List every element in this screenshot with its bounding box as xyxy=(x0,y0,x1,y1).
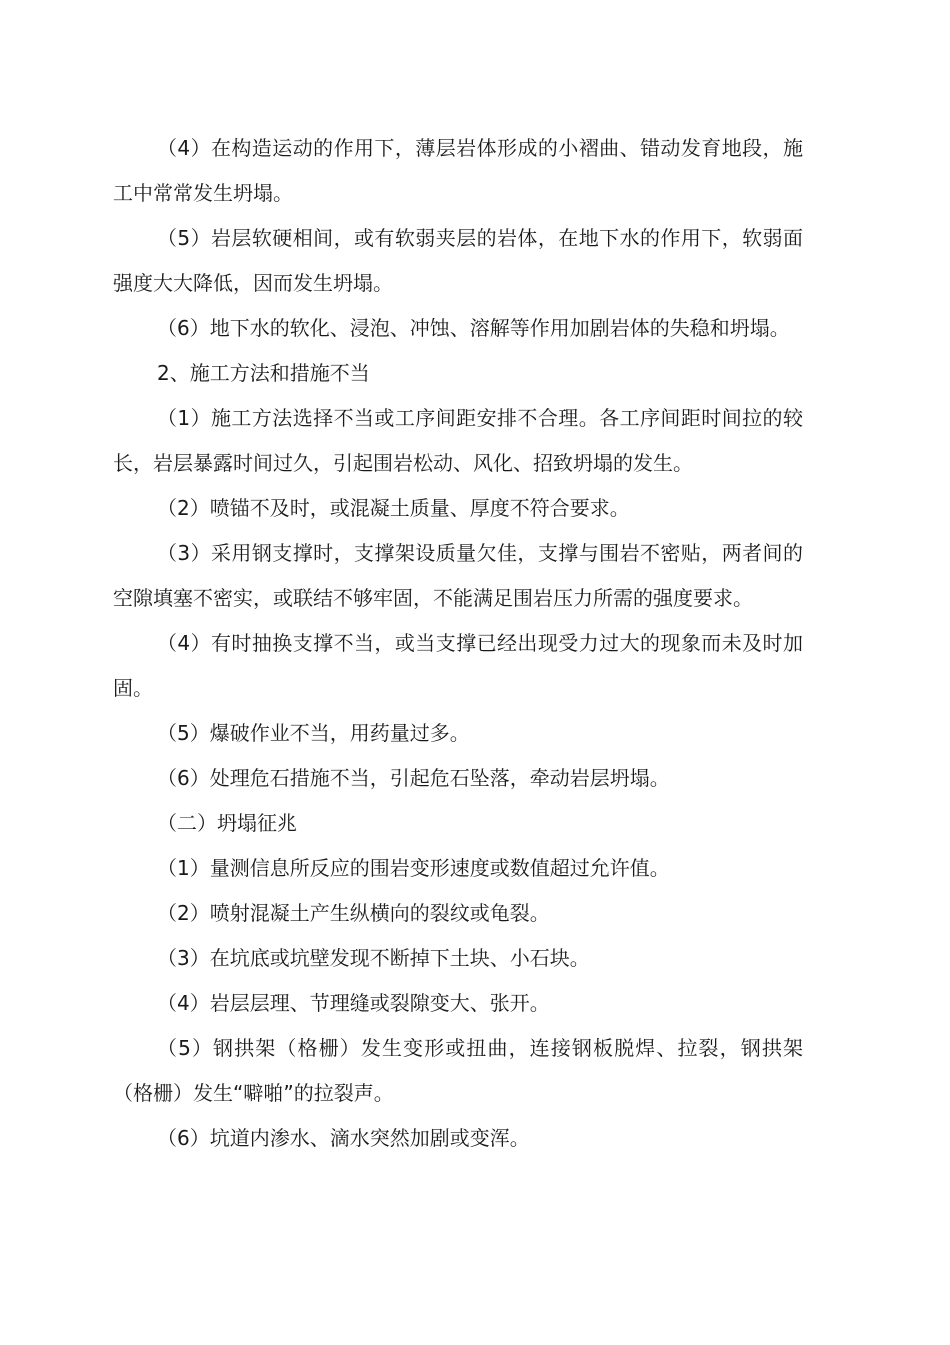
paragraph-steel-support: （3）采用钢支撑时，支撑架设质量欠佳，支撑与围岩不密贴，两者间的空隙填塞不密实，或联结不够牢固，不能满足围岩压力所需的强度要求。 xyxy=(113,541,803,610)
paragraph-tectonic-folds: （4）在构造运动的作用下，薄层岩体形成的小褶曲、错动发育地段，施工中常常发生坍塌。 xyxy=(113,136,803,205)
section-heading-collapse-signs: （二）坍塌征兆 xyxy=(157,811,297,835)
section-heading-construction-methods: 2、施工方法和措施不当 xyxy=(157,361,370,385)
paragraph-groundwater: （6）地下水的软化、浸泡、冲蚀、溶解等作用加剧岩体的失稳和坍塌。 xyxy=(157,316,790,340)
document-body xyxy=(113,126,803,1161)
paragraph-blasting: （5）爆破作业不当，用药量过多。 xyxy=(157,721,470,745)
paragraph-falling-debris: （3）在坑底或坑壁发现不断掉下土块、小石块。 xyxy=(157,946,590,970)
paragraph-shotcrete-timing: （2）喷锚不及时，或混凝土质量、厚度不符合要求。 xyxy=(157,496,630,520)
paragraph-method-selection: （1）施工方法选择不当或工序间距安排不合理。各工序间距时间拉的较长，岩层暴露时间过久，引起围岩松动、风化、招致坍塌的发生。 xyxy=(113,406,803,475)
paragraph-deformation-rate: （1）量测信息所反应的围岩变形速度或数值超过允许值。 xyxy=(157,856,670,880)
paragraph-steel-arch-deformation: （5）钢拱架（格栅）发生变形或扭曲，连接钢板脱焊、拉裂，钢拱架（格栅）发生“噼啪”的拉裂声。 xyxy=(113,1036,803,1105)
paragraph-joint-opening: （4）岩层层理、节理缝或裂隙变大、张开。 xyxy=(157,991,550,1015)
paragraph-shotcrete-cracks: （2）喷射混凝土产生纵横向的裂纹或龟裂。 xyxy=(157,901,550,925)
paragraph-support-replacement: （4）有时抽换支撑不当，或当支撑已经出现受力过大的现象而未及时加固。 xyxy=(113,631,803,700)
paragraph-soft-hard-layers: （5）岩层软硬相间，或有软弱夹层的岩体，在地下水的作用下，软弱面强度大大降低，因而发生坍塌。 xyxy=(113,226,803,295)
paragraph-water-seepage: （6）坑道内渗水、滴水突然加剧或变浑。 xyxy=(157,1126,530,1150)
paragraph-loose-rock: （6）处理危石措施不当，引起危石坠落，牵动岩层坍塌。 xyxy=(157,766,670,790)
